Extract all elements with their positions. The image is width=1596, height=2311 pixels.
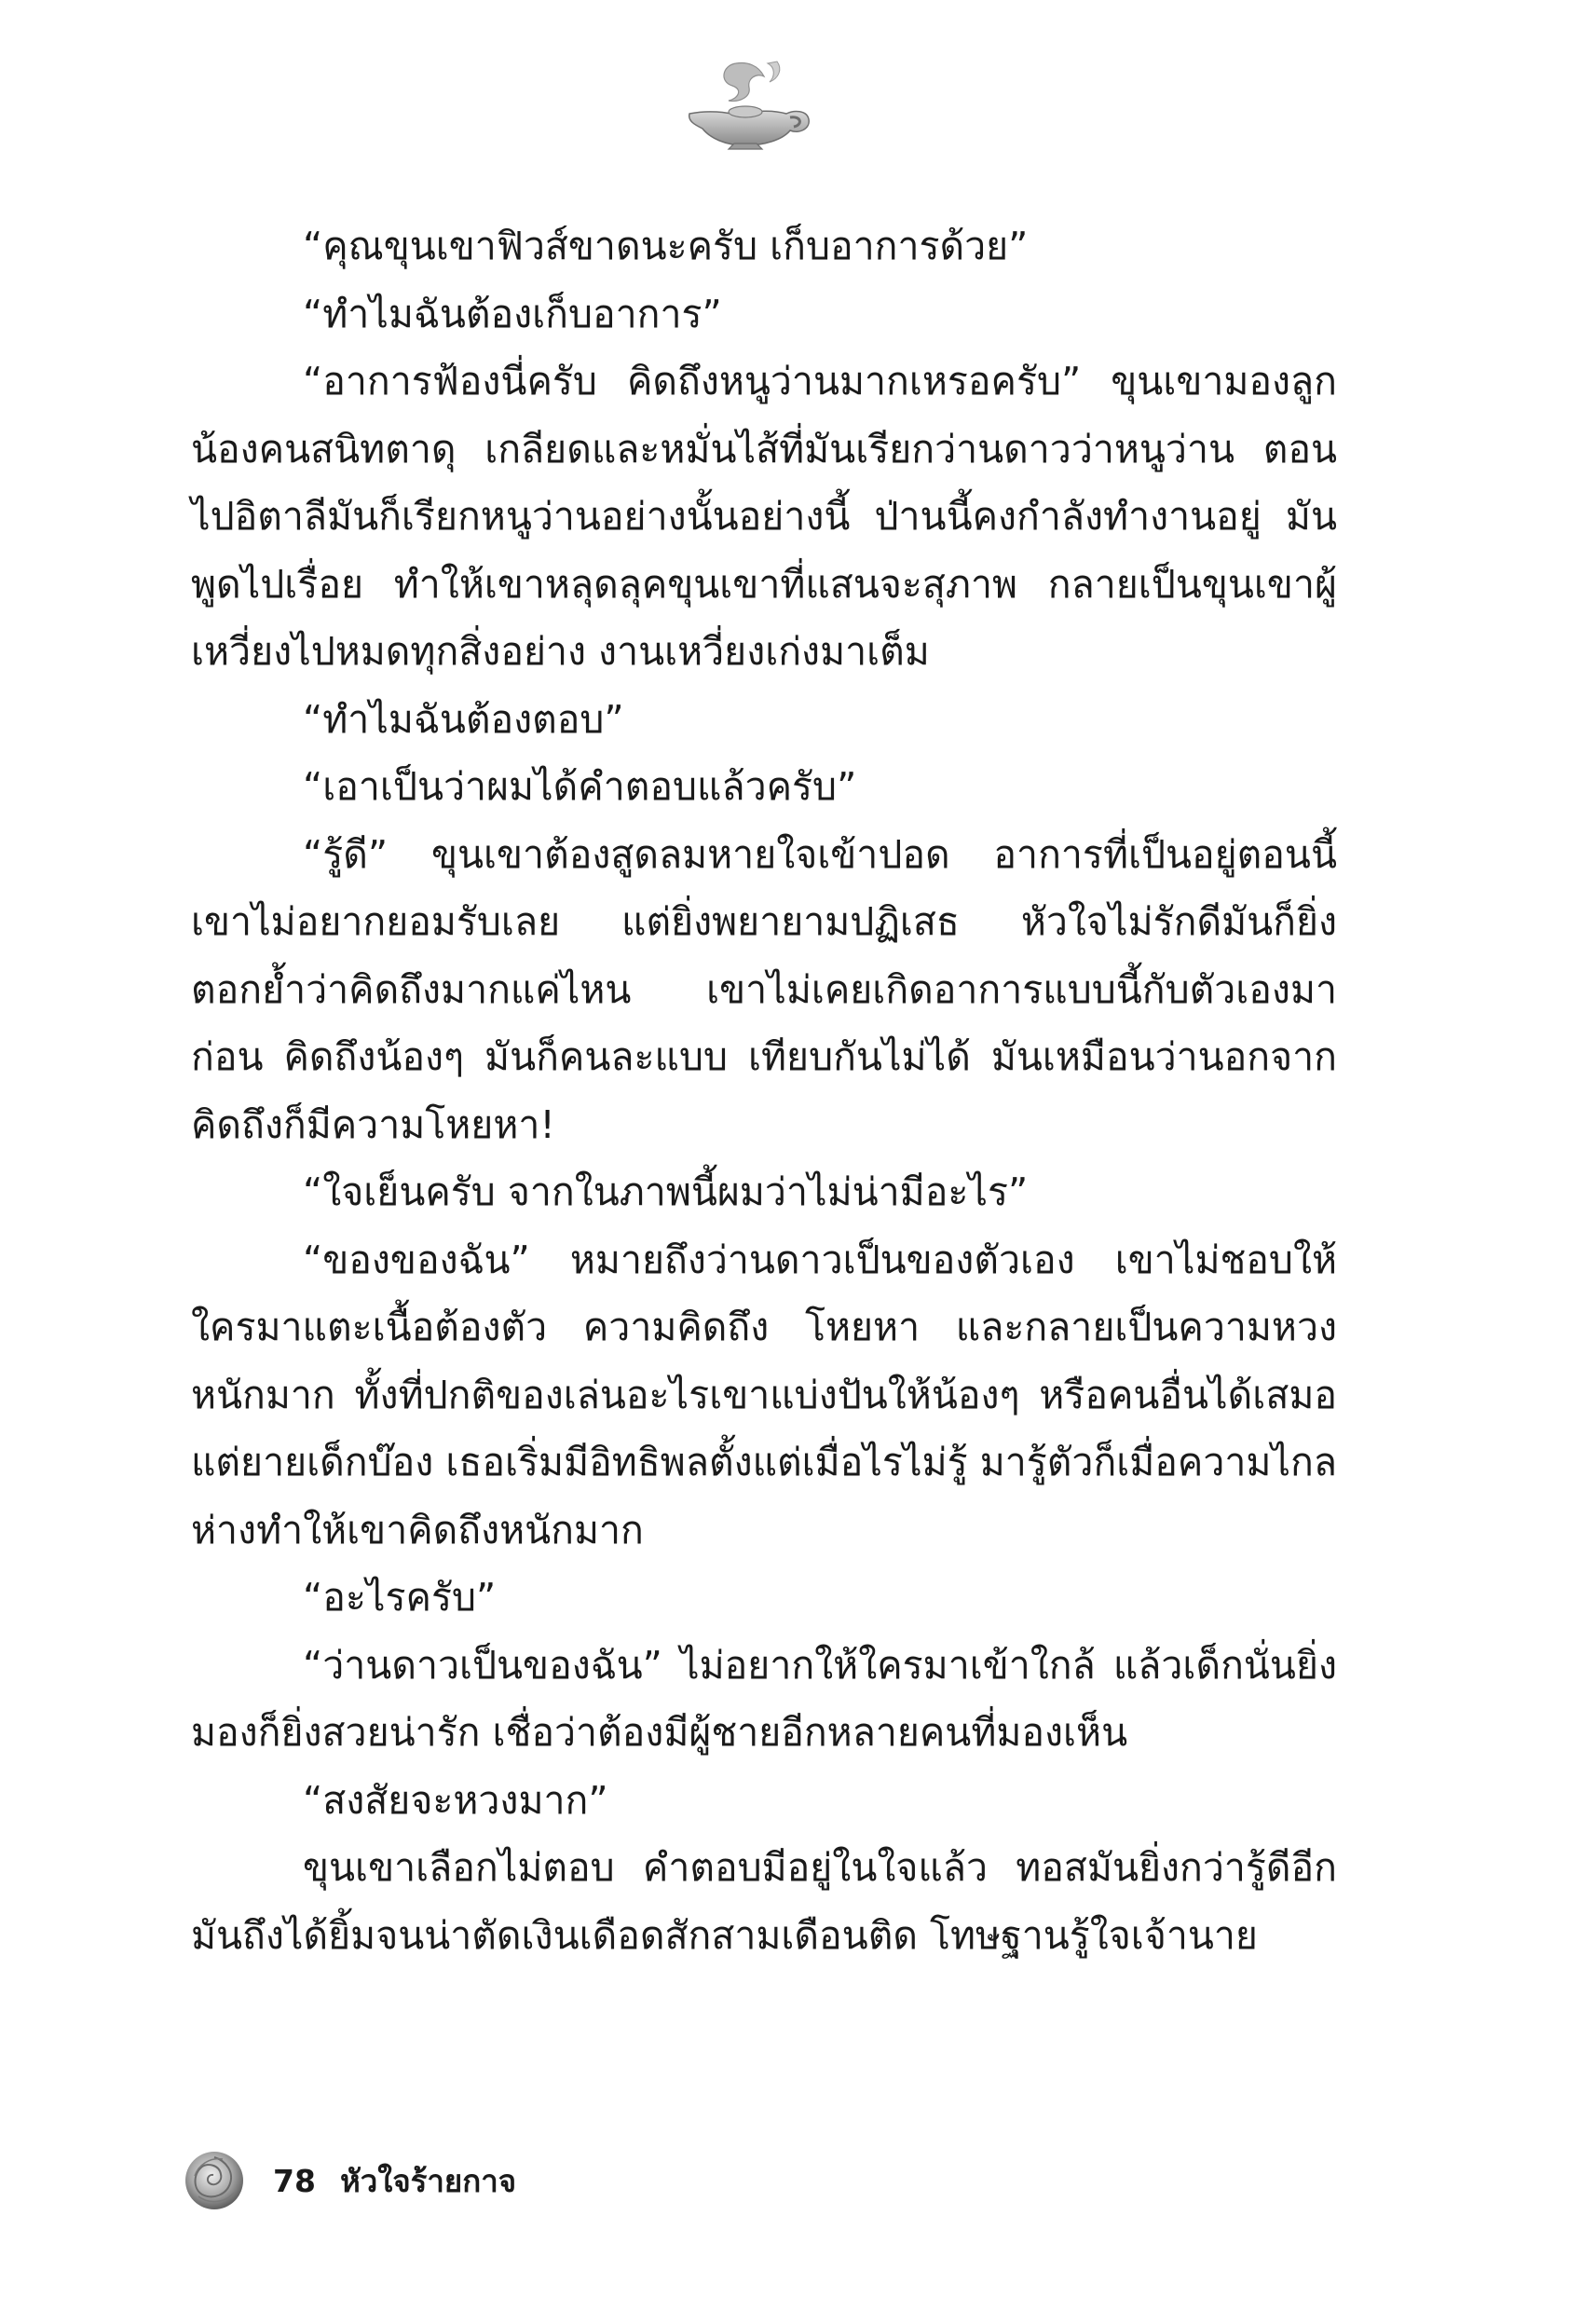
genie-lamp-icon [671,56,820,158]
body-text [191,212,1337,1969]
paragraph-4: “ทำไมฉันต้องตอบ” [303,696,624,742]
paragraph-11: “สงสัยจะหวงมาก” [303,1777,608,1823]
paragraph-1: “คุณขุนเขาฟิวส์ขาดนะครับ เก็บอาการด้วย” [303,224,1029,268]
paragraph-7: “ใจเย็นครับ จากในภาพนี้ผมว่าไม่น่ามีอะไร” [303,1169,1029,1214]
paragraph-10: “ว่านดาวเป็นของฉัน” ไม่อยากให้ใครมาเข้าใกล้ แล้วเด็กนั่นยิ่งมองก็ยิ่งสวยน่ารัก เชื่อว่าต้องมีผู้ชายอีกหลายคนที่มองเห็น [191,1642,1337,1755]
rose-icon [182,2148,247,2213]
paragraph-9: “อะไรครับ” [303,1575,497,1620]
paragraph-3: “อาการฟ้องนี่ครับ คิดถึงหนูว่านมากเหรอครับ” ขุนเขามองลูกน้องคนสนิทตาดุ เกลียดและหมั่นไส้ที่มันเรียกว่านดาวว่าหนูว่าน ตอนไปอิตาลีมันก็เรียกหนูว่านอย่างนั้นอย่างนี้ ป่านนี้คงกำลังทำงานอยู่ มันพูดไปเรื่อย ทำให้เขาหลุดลุคขุนเขาที่แสนจะสุภาพ กลายเป็นขุนเขาผู้เหวี่ยงไปหมดทุกสิ่งอย่าง งานเหวี่ยงเก่งมาเต็ม [191,359,1337,674]
paragraph-5: “เอาเป็นว่าผมได้คำตอบแล้วครับ” [303,764,857,809]
paragraph-8: “ของของฉัน” หมายถึงว่านดาวเป็นของตัวเอง เขาไม่ชอบให้ใครมาแตะเนื้อต้องตัว ความคิดถึง โหยหา และกลายเป็นความหวงหนักมาก ทั้งที่ปกติของเล่นอะไรเขาแบ่งปันให้น้องๆ หรือคนอื่นได้เสมอ แต่ยายเด็กบ๊อง เธอเริ่มมีอิทธิพลตั้งแต่เมื่อไรไม่รู้ มารู้ตัวก็เมื่อความไกลห่างทำให้เขาคิดถึงหนักมาก [191,1237,1337,1552]
page-number: 78 [273,2162,316,2199]
paragraph-2: “ทำไมฉันต้องเก็บอาการ” [303,291,722,336]
page-footer [182,2143,516,2218]
paragraph-12: ขุนเขาเลือกไม่ตอบ คำตอบมีอยู่ในใจแล้ว ทอสมันยิ่งกว่ารู้ดีอีก มันถึงได้ยิ้มจนน่าตัดเงินเดือดสักสามเดือนติด โทษฐานรู้ใจเจ้านาย [191,1845,1337,1958]
book-title: หัวใจร้ายกาจ [339,2162,517,2199]
paragraph-6: “รู้ดี” ขุนเขาต้องสูดลมหายใจเข้าปอด อาการที่เป็นอยู่ตอนนี้ เขาไม่อยากยอมรับเลย แต่ยิ่งพยายามปฏิเสธ หัวใจไม่รักดีมันก็ยิ่งตอกย้ำว่าคิดถึงมากแค่ไหน เขาไม่เคยเกิดอาการแบบนี้กับตัวเองมาก่อน คิดถึงน้องๆ มันก็คนละแบบ เทียบกันไม่ได้ มันเหมือนว่านอกจากคิดถึงก็มีความโหยหา! [191,831,1337,1147]
